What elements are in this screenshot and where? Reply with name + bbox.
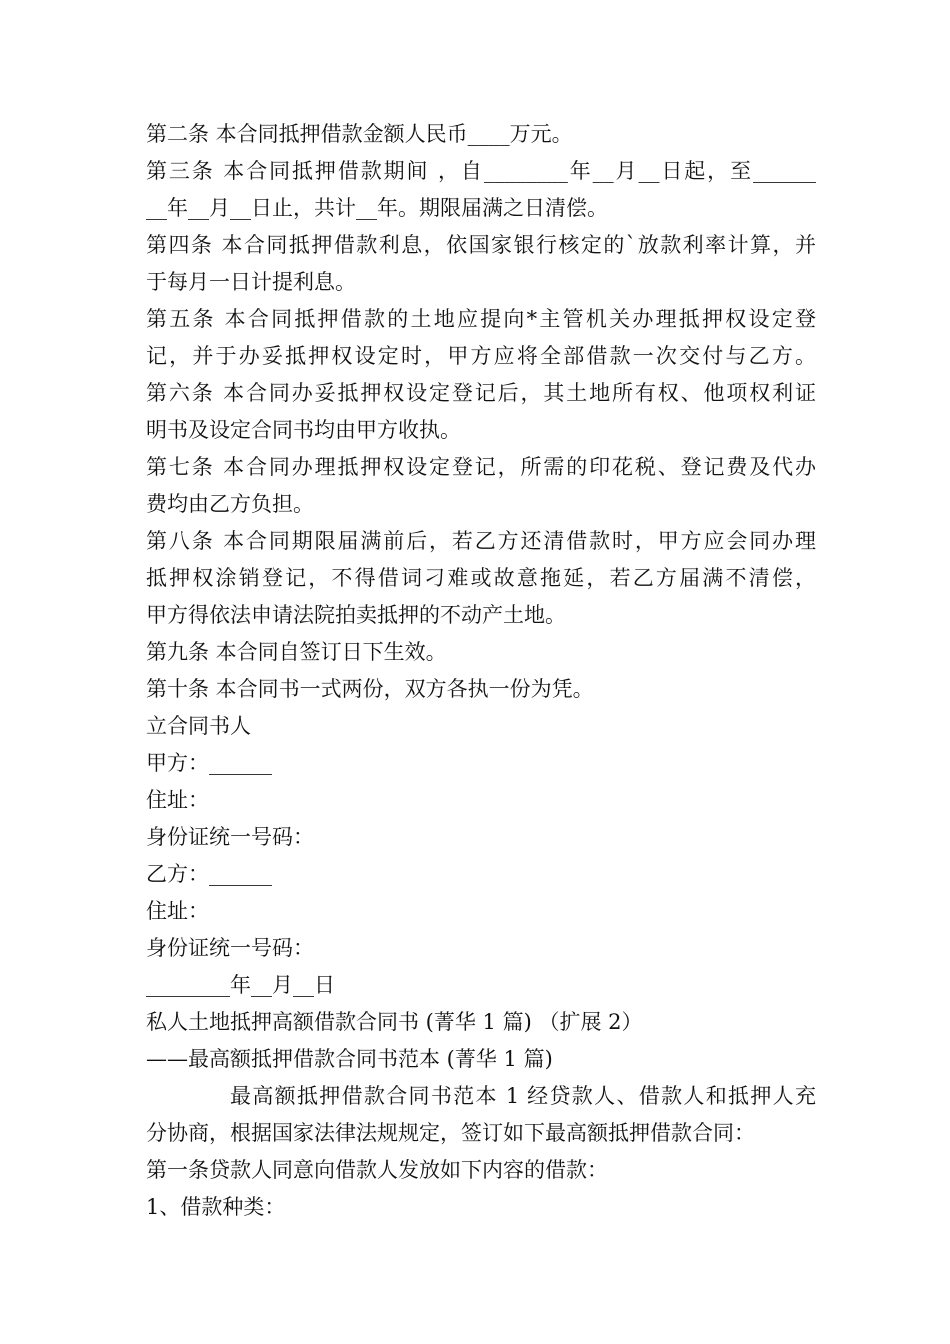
clause-8-line-3: 甲方得依法申请法院拍卖抵押的不动产土地。	[146, 603, 566, 627]
article-1-line: 第一条贷款人同意向借款人发放如下内容的借款：	[146, 1158, 608, 1182]
clause-8-line-1: 第八条 本合同期限届满前后，若乙方还清借款时，甲方应会同办理	[146, 529, 816, 553]
signatories-heading: 立合同书人	[146, 714, 251, 738]
party-b-field: 乙方：______	[146, 862, 272, 886]
template-intro-line-2: 分协商，根据国家法律法规规定，签订如下最高额抵押借款合同：	[146, 1121, 755, 1145]
clause-5-line-2: 记，并于办妥抵押权设定时，甲方应将全部借款一次交付与乙方。	[146, 344, 816, 368]
party-a-address-field: 住址：	[146, 788, 209, 812]
clause-5-line-1: 第五条 本合同抵押借款的土地应提向*主管机关办理抵押权设定登	[146, 307, 816, 331]
clause-10-line: 第十条 本合同书一式两份，双方各执一份为凭。	[146, 677, 594, 701]
party-b-address-field: 住址：	[146, 899, 209, 923]
party-b-id-field: 身份证统一号码：	[146, 936, 314, 960]
party-a-field: 甲方：______	[146, 751, 272, 775]
clause-6-line-2: 明书及设定合同书均由甲方收执。	[146, 418, 461, 442]
loan-type-item: 1、借款种类：	[146, 1195, 286, 1219]
clause-3-line-1: 第三条 本合同抵押借款期间 ，自________年__月__日起，至______	[146, 159, 816, 183]
party-a-id-field: 身份证统一号码：	[146, 825, 314, 849]
clause-2-line: 第二条 本合同抵押借款金额人民币____万元。	[146, 122, 573, 146]
extension-title: 私人土地抵押高额借款合同书 (菁华 1 篇) （扩展 2）	[146, 1010, 643, 1034]
clause-9-line: 第九条 本合同自签订日下生效。	[146, 640, 447, 664]
clause-8-line-2: 抵押权涂销登记，不得借词刁难或故意拖延，若乙方届满不清偿，	[146, 566, 816, 590]
clause-4-line-1: 第四条 本合同抵押借款利息，依国家银行核定的`放款利率计算，并	[146, 233, 816, 257]
clause-4-line-2: 于每月一日计提利息。	[146, 270, 356, 294]
extension-subtitle: ——最高额抵押借款合同书范本 (菁华 1 篇)	[146, 1047, 553, 1071]
clause-3-line-2: __年__月__日止，共计__年。期限届满之日清偿。	[146, 196, 608, 220]
clause-7-line-2: 费均由乙方负担。	[146, 492, 314, 516]
clause-7-line-1: 第七条 本合同办理抵押权设定登记，所需的印花税、登记费及代办	[146, 455, 816, 479]
document-body	[146, 116, 816, 1226]
clause-6-line-1: 第六条 本合同办妥抵押权设定登记后，其土地所有权、他项权利证	[146, 381, 816, 405]
template-intro-line-1: 最高额抵押借款合同书范本 1 经贷款人、借款人和抵押人充	[230, 1084, 816, 1108]
date-field: ________年__月__日	[146, 973, 335, 997]
